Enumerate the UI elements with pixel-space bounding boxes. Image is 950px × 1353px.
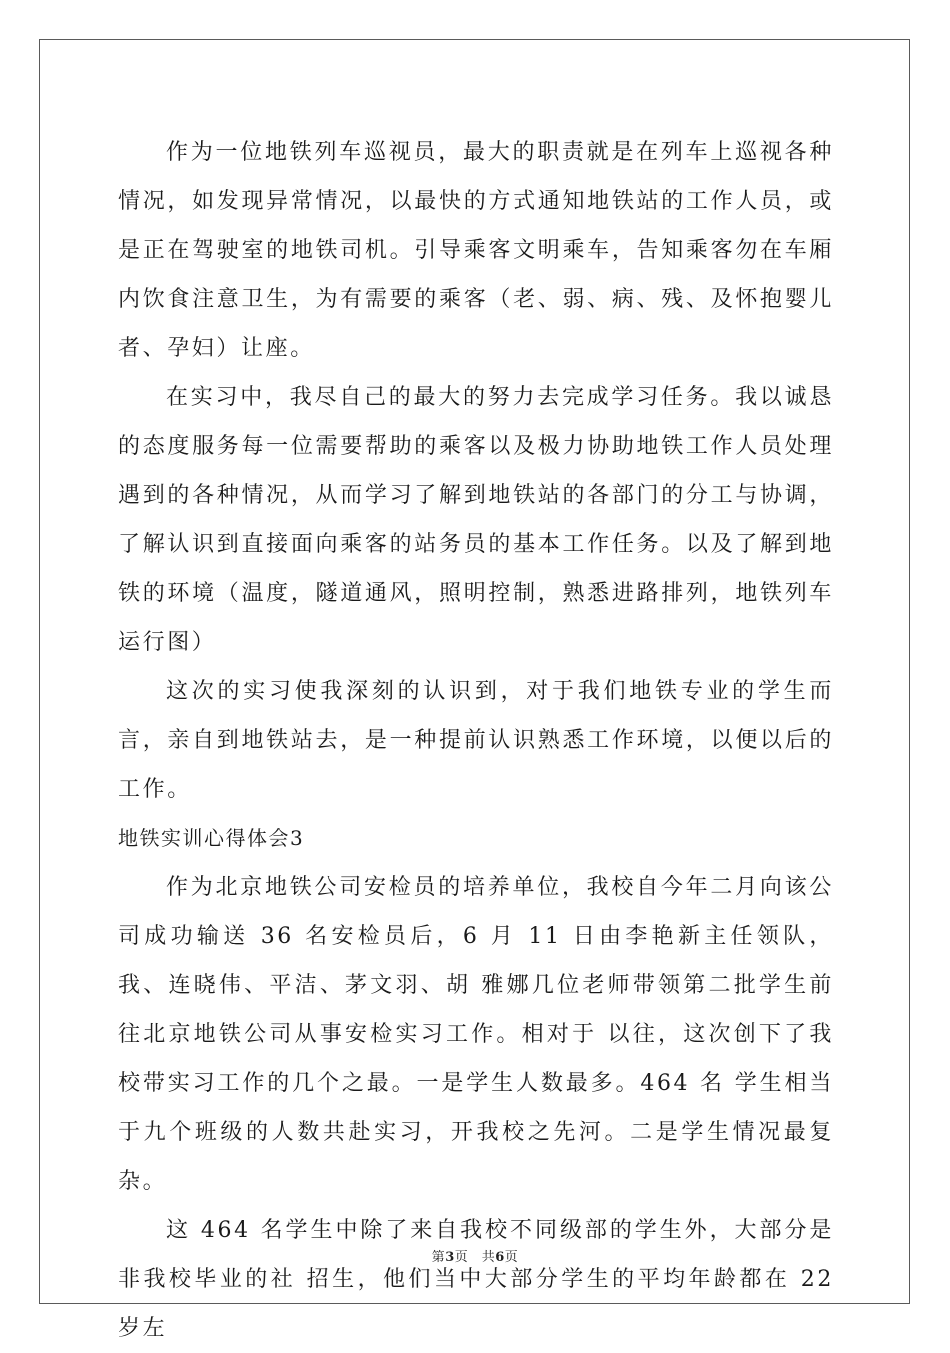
page-number-footer (0, 1246, 950, 1265)
document-body (118, 128, 834, 1353)
section-heading: 地铁实训心得体会3 (118, 826, 305, 850)
page-suffix: 页 (504, 1250, 519, 1265)
paragraph-inspector-duties: 作为一位地铁列车巡视员，最大的职责就是在列车上巡视各种情况，如发现异常情况，以最快的方式通知地铁站的工作人员，或是正在驾驶室的地铁司机。引导乘客文明乘车，告知乘客勿在车厢内饮食注意卫生，为有需要的乘客（老、弱、病、残、及怀抱婴儿者、孕妇）让座。 (118, 140, 834, 361)
total-page-number: 6 (495, 1250, 505, 1265)
paragraph-internship-effort: 在实习中，我尽自己的最大的努力去完成学习任务。我以诚恳的态度服务每一位需要帮助的乘客以及极力协助地铁工作人员处理遇到的各种情况，从而学习了解到地铁站的各部门的分工与协调，了解认识到直接面向乘客的站务员的基本工作任务。以及了解到地铁的环境（温度，隧道通风，照明控制，熟悉进路排列，地铁列车运行图） (118, 385, 834, 655)
paragraph-security-training: 作为北京地铁公司安检员的培养单位，我校自今年二月向该公司成功输送 36 名安检员后，6 月 11 日由李艳新主任领队，我、连晓伟、平洁、茅文羽、胡 雅娜几位老师带领第二批学生前往北京地铁公司从事安检实习工作。相对于 以往，这次创下了我校带实习工作的几个之最。一是学生人数最多。464 名 学生相当于九个班级的人数共赴实习，开我校之先河。二是学生情况最复杂。 (118, 875, 834, 1194)
paragraph-internship-insight: 这次的实习使我深刻的认识到，对于我们地铁专业的学生而言，亲自到地铁站去，是一种提前认识熟悉工作环境，以便以后的工作。 (118, 679, 834, 802)
paragraph-student-composition: 这 464 名学生中除了来自我校不同级部的学生外，大部分是非我校毕业的社 招生，他们当中大部分学生的平均年龄都在 22 岁左 (118, 1218, 834, 1341)
current-page-number: 3 (445, 1250, 455, 1265)
page-mid: 页 共 (454, 1250, 496, 1265)
page-prefix: 第 (431, 1250, 446, 1265)
